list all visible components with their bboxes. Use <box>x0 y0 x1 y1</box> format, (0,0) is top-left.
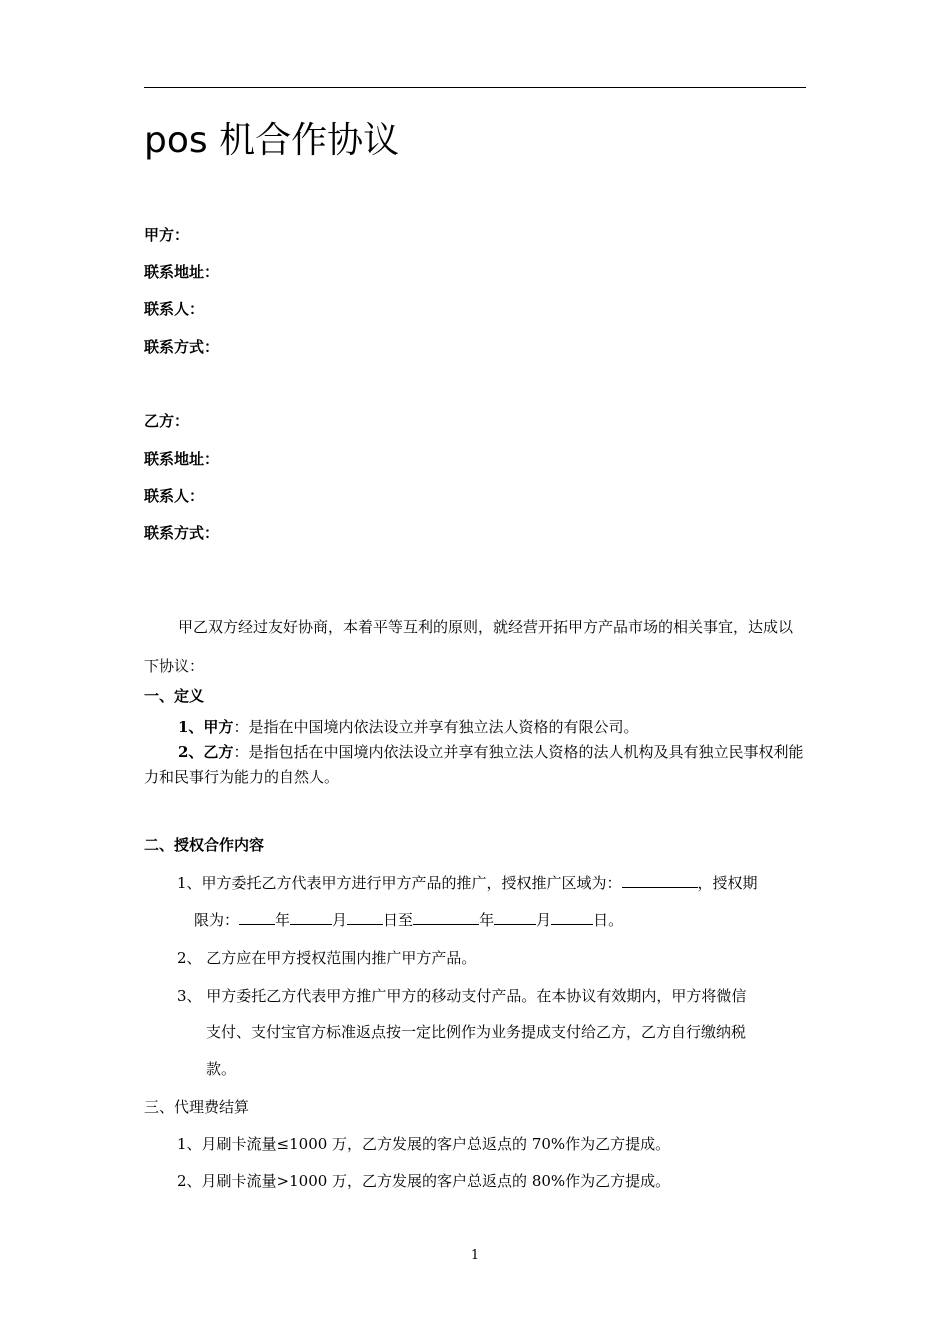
start-month-unit: 月 <box>332 911 348 929</box>
header-rule <box>144 87 806 88</box>
section-2-item-3-line-2: 支付、支付宝官方标准返点按一定比例作为业务提成支付给乙方，乙方自行缴纳税 <box>206 1023 747 1041</box>
party-a-address-label: 联系地址： <box>144 263 220 281</box>
section-3-item-1: 1、月刷卡流量≤1000 万，乙方发展的客户总返点的 70%作为乙方提成。 <box>177 1135 671 1153</box>
section-3-heading: 三、代理费结算 <box>144 1098 250 1116</box>
section-2-heading: 二、授权合作内容 <box>144 836 265 854</box>
section-2-item-3-line-1: 3、 甲方委托乙方代表甲方推广甲方的移动支付产品。在本协议有效期内，甲方将微信 <box>177 987 747 1005</box>
section-2-item-3-line-3: 款。 <box>206 1060 237 1078</box>
intro-paragraph: 甲乙双方经过友好协商，本着平等互利的原则，就经营开拓甲方产品市场的相关事宜，达成以下协议： <box>144 618 794 675</box>
end-year-unit: 年 <box>479 911 495 929</box>
section-1-item-2-lead: 2、乙方 <box>178 743 234 761</box>
party-b-phone-label: 联系方式： <box>144 524 220 542</box>
start-year-unit: 年 <box>275 911 291 929</box>
end-month-unit: 月 <box>536 911 552 929</box>
start-year-blank <box>239 910 275 925</box>
section-2-item-2: 2、 乙方应在甲方授权范围内推广甲方产品。 <box>177 949 477 967</box>
party-b-address-label: 联系地址： <box>144 450 220 468</box>
party-a-phone-label: 联系方式： <box>144 338 220 356</box>
document-title: pos 机合作协议 <box>144 120 400 161</box>
section-1-item-1-lead: 1、甲方 <box>178 718 234 736</box>
page-number: 1 <box>470 1248 480 1263</box>
section-2-item-1-text-a: 1、甲方委托乙方代表甲方进行甲方产品的推广，授权推广区域为： <box>177 874 622 892</box>
end-day-blank <box>551 910 593 925</box>
start-day-blank <box>347 910 383 925</box>
start-day-unit: 日至 <box>383 911 414 929</box>
end-month-blank <box>494 910 536 925</box>
party-b-contact-label: 联系人： <box>144 487 205 505</box>
section-1-item-2-text: ：是指包括在中国境内依法设立并享有独立法人资格的法人机构及具有独立民事权利能力和民事行为能力的自然人。 <box>144 743 804 786</box>
section-2-item-1-line-2 <box>194 910 623 930</box>
section-1-item-1-text: ：是指在中国境内依法设立并享有独立法人资格的有限公司。 <box>233 718 639 736</box>
start-month-blank <box>290 910 332 925</box>
period-label: 限为： <box>194 911 240 929</box>
section-1-item-2 <box>144 740 806 790</box>
section-2-item-1-line-1 <box>177 873 758 893</box>
end-day-unit: 日。 <box>593 911 624 929</box>
section-1-heading: 一、定义 <box>144 687 205 705</box>
section-3-item-2: 2、月刷卡流量>1000 万，乙方发展的客户总返点的 80%作为乙方提成。 <box>177 1172 671 1190</box>
end-year-blank <box>413 910 479 925</box>
section-2-item-1-text-b: ，授权期 <box>697 874 758 892</box>
party-a-name-label: 甲方： <box>144 226 190 244</box>
region-blank <box>622 873 698 888</box>
party-b-name-label: 乙方： <box>144 412 190 430</box>
section-1-item-1 <box>144 715 806 739</box>
party-a-contact-label: 联系人： <box>144 300 205 318</box>
